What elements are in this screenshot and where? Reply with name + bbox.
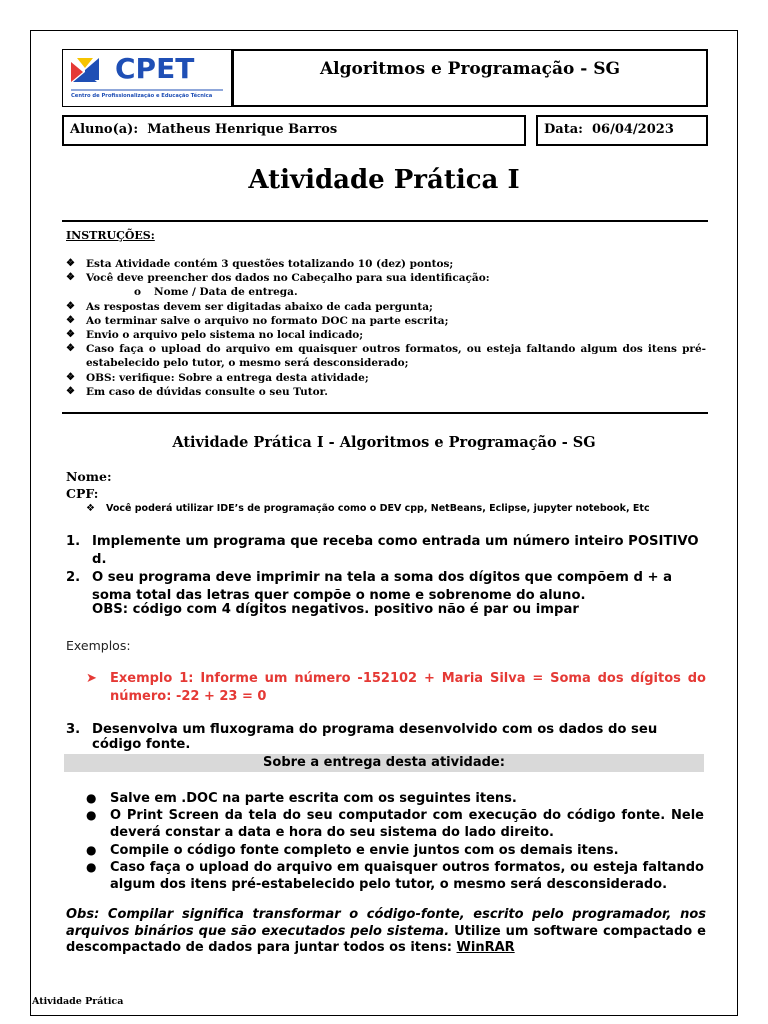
ide-note: ❖ Você poderá utilizar IDE’s de programação como o DEV cpp, NetBeans, Eclipse, jupyter notebook, Etc [86, 503, 650, 514]
exemplos-label: Exemplos: [66, 638, 131, 653]
student-field [70, 122, 337, 137]
list-item: ❖ Envio o arquivo pelo sistema no local indicado; [66, 329, 364, 342]
student-label: Aluno(a): [70, 122, 139, 137]
logo-text: CPET [115, 52, 195, 85]
list-item: ❖ Esta Atividade contém 3 questões totalizando 10 (dez) pontos; [66, 258, 454, 270]
course-title: Algoritmos e Programação - SG [319, 59, 621, 79]
diamond-bullet-icon: ❖ [66, 258, 75, 269]
obs-final-rest: Utilize um software compactado e descompactado de dados para juntar todos os itens: [66, 923, 706, 955]
list-sub-item: o Nome / Data de entrega. [134, 286, 298, 299]
arrow-right-icon: ➤ [86, 671, 97, 686]
nome-label: Nome: [66, 469, 112, 484]
divider-bottom [62, 412, 708, 414]
date-box [536, 115, 708, 146]
entrega-title: Sobre a entrega desta atividade: [64, 754, 704, 772]
entrega-list [86, 790, 704, 893]
list-item: ❖ As respostas devem ser digitadas abaixo de cada pergunta; [66, 300, 433, 313]
instructions-list [66, 257, 706, 399]
instructions-title: INSTRUÇÕES: [66, 229, 155, 242]
list-item: ❖ Você deve preencher dos dados no Cabeçalho para sua identificação: [66, 272, 490, 285]
diamond-bullet-icon: ❖ [66, 329, 75, 341]
obs-final-italic: Obs: Compilar significa transformar o código-fonte, escrito pelo programador, nos arquivos binários que são executados pelo sistema. [66, 907, 706, 939]
obs-code: OBS: código com 4 dígitos negativos. positivo não é par ou impar [92, 602, 579, 617]
list-item: ● O Print Screen da tela do seu computador com execução do código fonte. Nele deverá constar a data e hora do seu sistema do lado direito. [86, 808, 704, 841]
diamond-bullet-icon: ❖ [86, 503, 95, 514]
question-item: 2. O seu programa deve imprimir na tela a soma dos dígitos que compõem d + a soma total das letras quer compõe o nome e sobrenome do aluno. [66, 570, 673, 603]
date-field [544, 122, 674, 137]
divider-top [62, 220, 708, 222]
list-item: ● Salve em .DOC na parte escrita com os seguintes itens. [86, 791, 517, 806]
bullet-dot-icon: ● [86, 842, 97, 857]
list-item: ❖ Em caso de dúvidas consulte o seu Tutor. [66, 385, 328, 398]
diamond-bullet-icon: ❖ [66, 272, 75, 284]
diamond-bullet-icon: ❖ [66, 371, 75, 383]
questions-list [66, 533, 706, 605]
diamond-bullet-icon: ❖ [66, 343, 75, 355]
diamond-bullet-icon: ❖ [66, 314, 75, 326]
section-title: Atividade Prática I - Algoritmos e Programação - SG [172, 434, 596, 451]
student-name: Matheus Henrique Barros [147, 122, 338, 137]
main-title: Atividade Prática I [248, 165, 520, 195]
footer-text: Atividade Prática [32, 996, 124, 1007]
student-box [62, 115, 526, 146]
list-item: ● Compile o código fonte completo e envie juntos com os demais itens. [86, 842, 619, 858]
question-item: 1. Implemente um programa que receba como entrada um número inteiro POSITIVO d. [66, 534, 699, 567]
bullet-dot-icon: ● [86, 859, 97, 874]
list-item: ❖ OBS: verifique: Sobre a entrega desta atividade; [66, 371, 369, 384]
date-label: Data: [544, 122, 583, 137]
diamond-bullet-icon: ❖ [66, 300, 75, 312]
logo-subtitle: Centro de Profissionalização e Educação Técnica [71, 93, 213, 99]
logo-box [62, 49, 232, 107]
exemplo-1: ➤ Exemplo 1: Informe um número -152102 + Maria Silva = Soma dos dígitos do número: -22 + 23 = 0 [86, 671, 706, 704]
question-3: 3. Desenvolva um fluxograma do programa desenvolvido com os dados do seu código fonte. [66, 722, 658, 752]
obs-final [66, 907, 706, 957]
bullet-dot-icon: ● [86, 808, 97, 823]
date-value: 06/04/2023 [592, 122, 674, 137]
bullet-dot-icon: ● [86, 791, 97, 805]
list-item: ❖ Ao terminar salve o arquivo no formato DOC na parte escrita; [66, 314, 449, 327]
winrar-link[interactable]: WinRAR [456, 940, 515, 955]
cpf-label: CPF: [66, 486, 99, 501]
course-title-box [232, 49, 708, 107]
list-item: ● Caso faça o upload do arquivo em quaisquer outros formatos, ou esteja faltando algum dos itens pré-estabelecido pelo tutor, o mesmo será desconsiderado. [86, 859, 704, 893]
list-item: ❖ Caso faça o upload do arquivo em quaisquer outros formatos, ou esteja faltando algum dos itens pré-estabelecido pelo tutor, o mesmo será desconsiderado; [66, 343, 706, 370]
diamond-bullet-icon: ❖ [66, 385, 75, 397]
